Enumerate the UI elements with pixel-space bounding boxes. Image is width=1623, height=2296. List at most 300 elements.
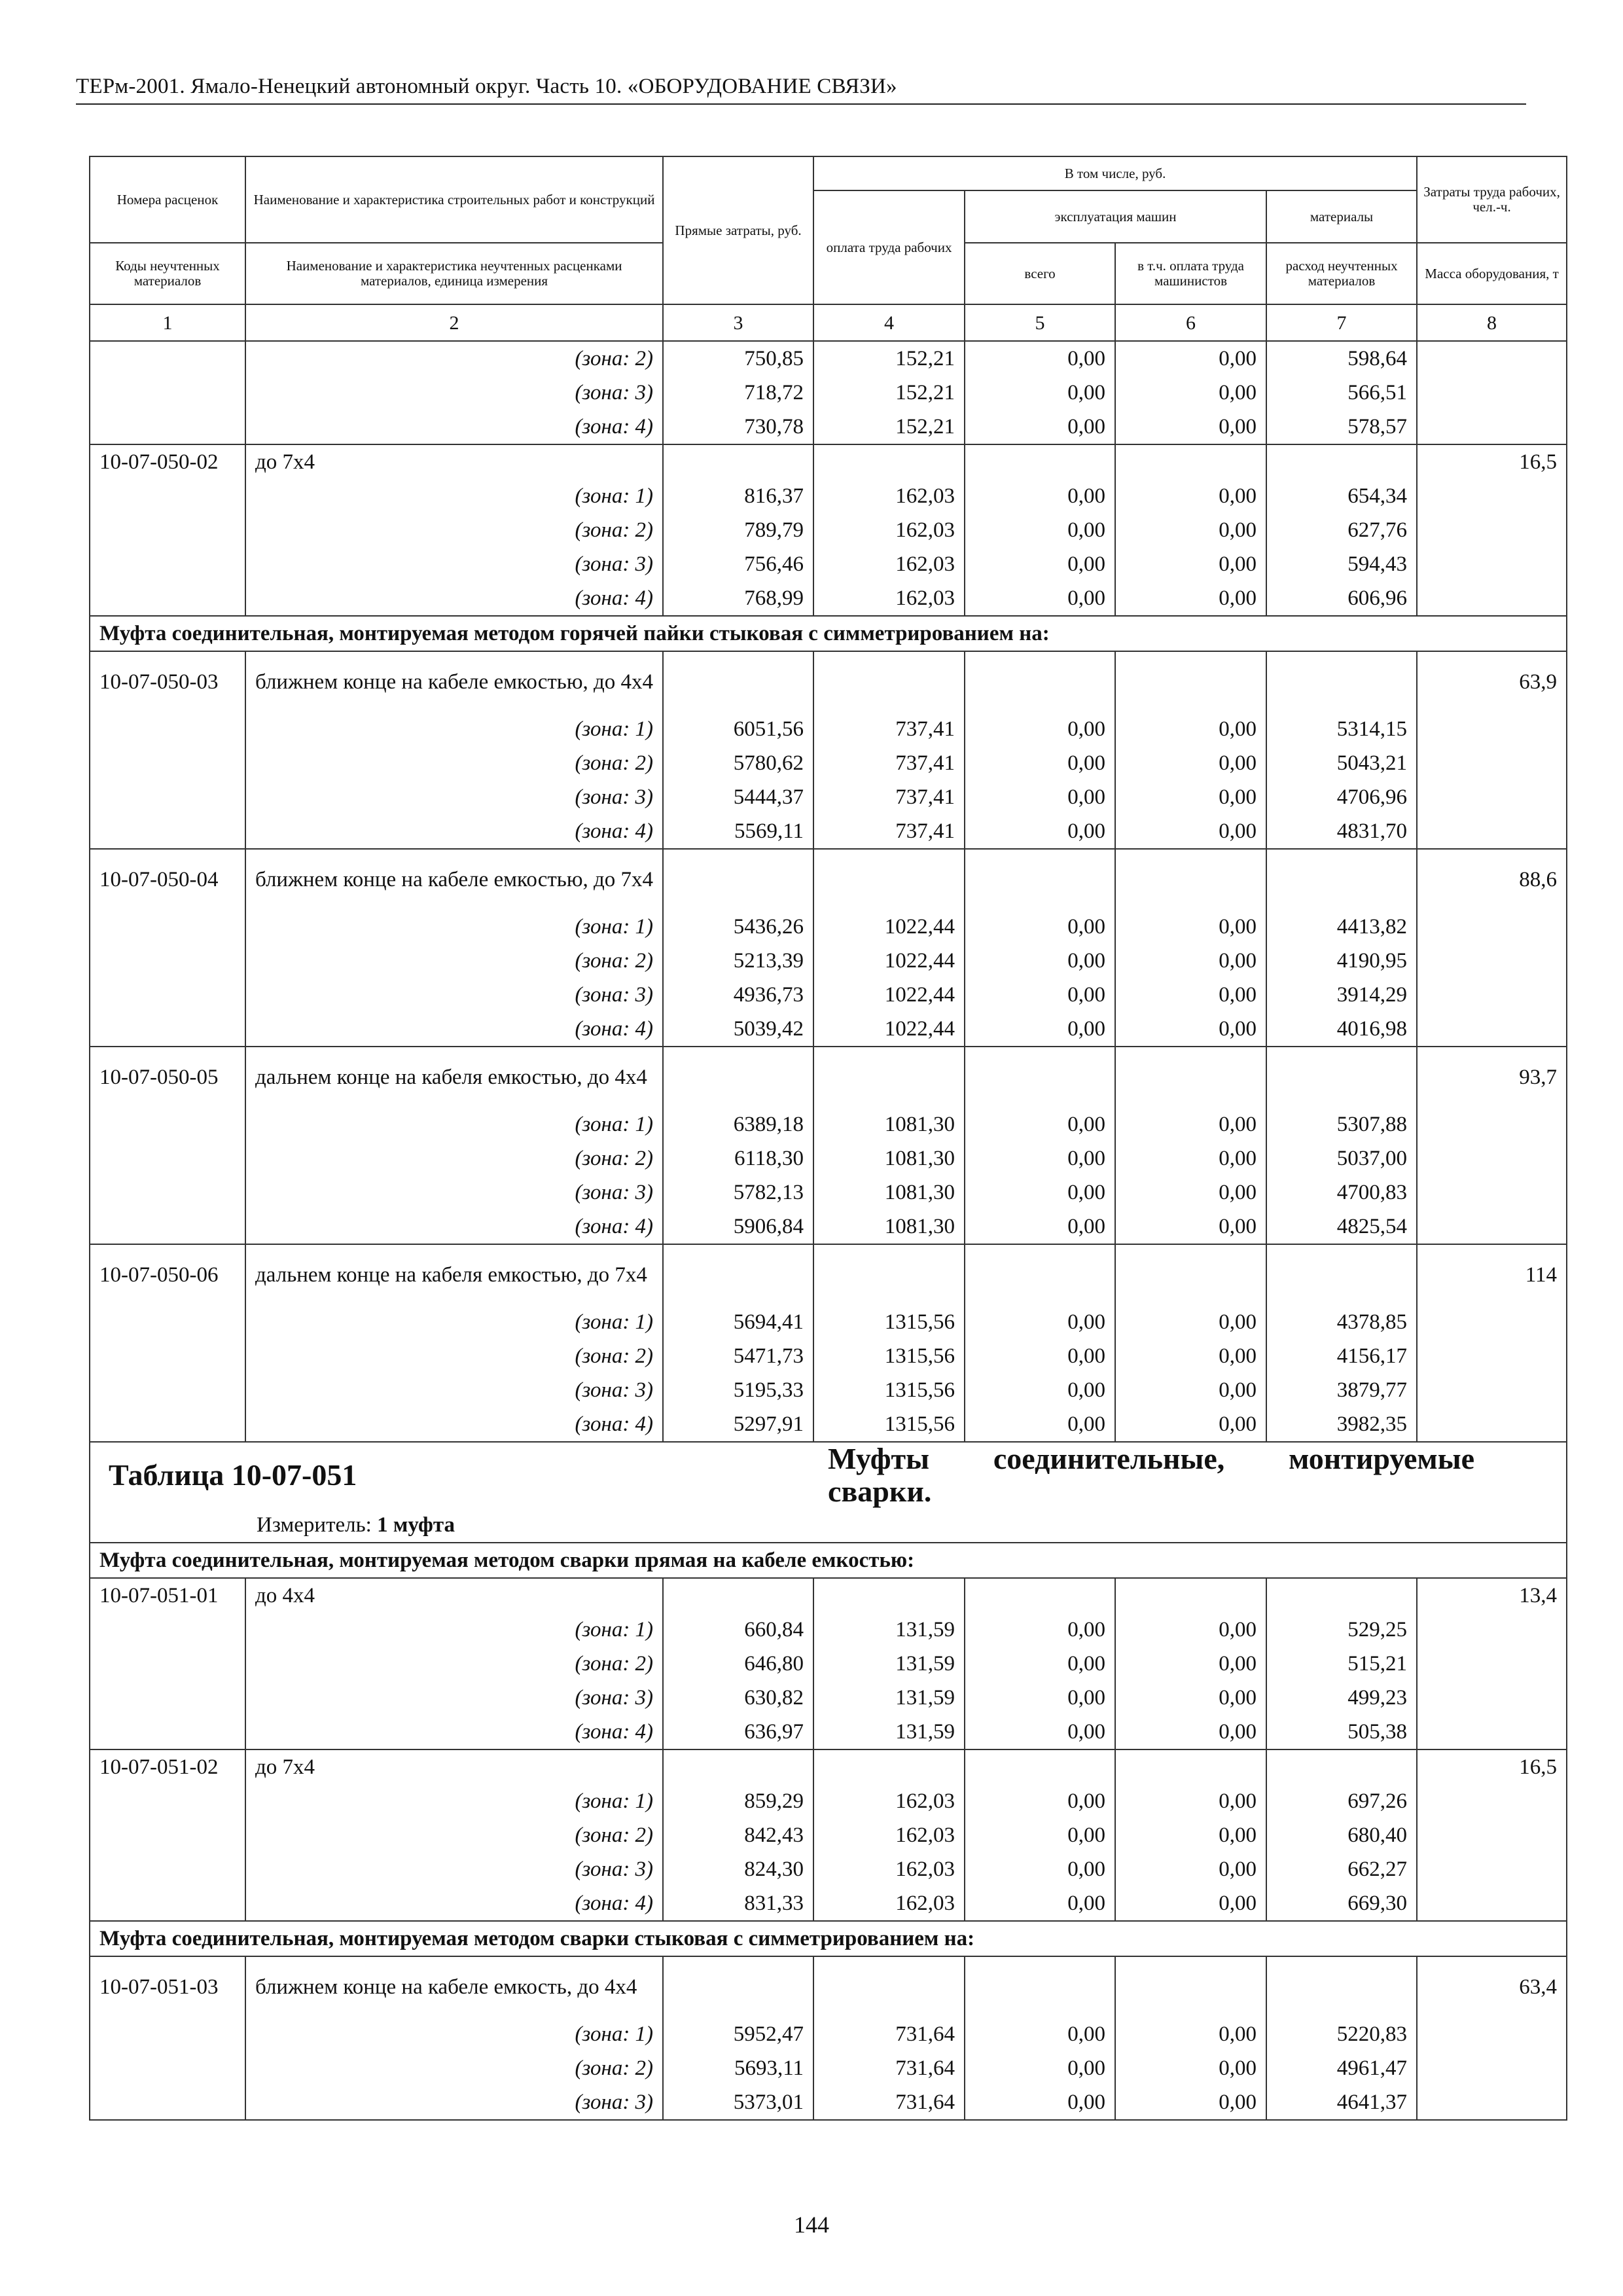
- header-wages: оплата труда рабочих: [813, 190, 965, 304]
- machines-total-cell: 0,00: [965, 2017, 1115, 2051]
- machines-total-cell: 0,00: [965, 341, 1115, 376]
- group-header-row: [90, 1543, 1567, 1578]
- header-equipment-mass: Масса оборудования, т: [1417, 243, 1567, 304]
- column-number: 2: [245, 304, 663, 341]
- materials-cell: 654,34: [1266, 479, 1417, 513]
- direct-costs-cell: 5694,41: [663, 1305, 813, 1339]
- machines-total-cell: 0,00: [965, 1373, 1115, 1407]
- machines-total-cell: 0,00: [965, 780, 1115, 814]
- empty-cell: [813, 651, 965, 712]
- zone-row: [90, 581, 1567, 616]
- direct-costs-cell: 660,84: [663, 1613, 813, 1647]
- direct-costs-cell: 5039,42: [663, 1012, 813, 1047]
- direct-costs-cell: 789,79: [663, 513, 813, 547]
- materials-cell: 627,76: [1266, 513, 1417, 547]
- wages-cell: 1081,30: [813, 1175, 965, 1210]
- empty-cell: [663, 1956, 813, 2017]
- direct-costs-cell: 636,97: [663, 1715, 813, 1749]
- direct-costs-cell: 5782,13: [663, 1175, 813, 1210]
- empty-cell: [813, 1244, 965, 1305]
- zone-row: [90, 1373, 1567, 1407]
- materials-cell: 680,40: [1266, 1818, 1417, 1852]
- empty-cell: [813, 849, 965, 910]
- operator-wages-cell: 0,00: [1115, 513, 1266, 547]
- rate-code: 10-07-051-02: [90, 1749, 245, 1784]
- empty-cell: [1115, 444, 1266, 479]
- machines-total-cell: 0,00: [965, 1339, 1115, 1373]
- direct-costs-cell: 5693,11: [663, 2051, 813, 2085]
- zone-label: (зона: 3): [245, 1175, 663, 1210]
- zone-label: (зона: 3): [245, 978, 663, 1012]
- materials-cell: 4378,85: [1266, 1305, 1417, 1339]
- empty-cell: [965, 444, 1115, 479]
- work-name: ближнем конце на кабеле емкостью, до 4х4: [245, 651, 663, 712]
- unit-value: 1 муфта: [377, 1513, 455, 1537]
- wages-cell: 162,03: [813, 1818, 965, 1852]
- rate-row: [90, 651, 1567, 712]
- rate-row: [90, 1047, 1567, 1107]
- materials-cell: 515,21: [1266, 1647, 1417, 1681]
- operator-wages-cell: 0,00: [1115, 1852, 1266, 1886]
- direct-costs-cell: 831,33: [663, 1886, 813, 1921]
- wages-cell: 131,59: [813, 1613, 965, 1647]
- empty-cell: [813, 444, 965, 479]
- materials-cell: 5043,21: [1266, 746, 1417, 780]
- operator-wages-cell: 0,00: [1115, 944, 1266, 978]
- machines-total-cell: 0,00: [965, 1886, 1115, 1921]
- operator-wages-cell: 0,00: [1115, 1407, 1266, 1442]
- machines-total-cell: 0,00: [965, 944, 1115, 978]
- header-including: В том числе, руб.: [813, 156, 1417, 190]
- zone-label: (зона: 2): [245, 2051, 663, 2085]
- labor-cost: 63,4: [1417, 1956, 1567, 2017]
- operator-wages-cell: 0,00: [1115, 2017, 1266, 2051]
- empty-cell: [90, 746, 245, 780]
- operator-wages-cell: 0,00: [1115, 2085, 1266, 2120]
- operator-wages-cell: 0,00: [1115, 1784, 1266, 1818]
- header-code-top: Номера расценок: [90, 156, 245, 243]
- zone-row: [90, 1818, 1567, 1852]
- rate-row: [90, 1749, 1567, 1784]
- wages-cell: 737,41: [813, 712, 965, 746]
- operator-wages-cell: 0,00: [1115, 2051, 1266, 2085]
- materials-cell: 598,64: [1266, 341, 1417, 376]
- empty-cell: [663, 849, 813, 910]
- direct-costs-cell: 6118,30: [663, 1141, 813, 1175]
- operator-wages-cell: 0,00: [1115, 547, 1266, 581]
- wages-cell: 1315,56: [813, 1407, 965, 1442]
- zone-row: [90, 1715, 1567, 1749]
- labor-cost: 13,4: [1417, 1578, 1567, 1613]
- zone-label: (зона: 1): [245, 1107, 663, 1141]
- materials-cell: 4706,96: [1266, 780, 1417, 814]
- empty-cell: [1417, 1107, 1567, 1141]
- machines-total-cell: 0,00: [965, 1818, 1115, 1852]
- wages-cell: 131,59: [813, 1681, 965, 1715]
- zone-label: (зона: 4): [245, 1407, 663, 1442]
- operator-wages-cell: 0,00: [1115, 1107, 1266, 1141]
- empty-cell: [90, 780, 245, 814]
- machines-total-cell: 0,00: [965, 410, 1115, 444]
- empty-cell: [965, 651, 1115, 712]
- empty-cell: [1417, 1305, 1567, 1339]
- empty-cell: [90, 910, 245, 944]
- materials-cell: 669,30: [1266, 1886, 1417, 1921]
- materials-cell: 499,23: [1266, 1681, 1417, 1715]
- zone-row: [90, 1012, 1567, 1047]
- materials-cell: 662,27: [1266, 1852, 1417, 1886]
- empty-cell: [965, 849, 1115, 910]
- labor-cost: 93,7: [1417, 1047, 1567, 1107]
- table-name-cell: [813, 1442, 1567, 1508]
- zone-row: [90, 780, 1567, 814]
- empty-cell: [1417, 712, 1567, 746]
- zone-row: [90, 376, 1567, 410]
- empty-cell: [965, 1578, 1115, 1613]
- empty-cell: [1266, 1047, 1417, 1107]
- wages-cell: 1081,30: [813, 1107, 965, 1141]
- materials-cell: 4700,83: [1266, 1175, 1417, 1210]
- materials-cell: 4961,47: [1266, 2051, 1417, 2085]
- materials-cell: 4825,54: [1266, 1210, 1417, 1244]
- zone-row: [90, 479, 1567, 513]
- operator-wages-cell: 0,00: [1115, 410, 1266, 444]
- direct-costs-cell: 859,29: [663, 1784, 813, 1818]
- wages-cell: 162,03: [813, 581, 965, 616]
- header-unaccounted-materials: расход неучтенных материалов: [1266, 243, 1417, 304]
- empty-cell: [1115, 1047, 1266, 1107]
- operator-wages-cell: 0,00: [1115, 581, 1266, 616]
- zone-row: [90, 1339, 1567, 1373]
- rate-row: [90, 444, 1567, 479]
- zone-row: [90, 2051, 1567, 2085]
- empty-cell: [90, 1715, 245, 1749]
- machines-total-cell: 0,00: [965, 1784, 1115, 1818]
- direct-costs-cell: 768,99: [663, 581, 813, 616]
- wages-cell: 162,03: [813, 1784, 965, 1818]
- operator-wages-cell: 0,00: [1115, 712, 1266, 746]
- empty-cell: [1417, 513, 1567, 547]
- empty-cell: [1417, 1012, 1567, 1047]
- zone-label: (зона: 1): [245, 1305, 663, 1339]
- rates-table: [89, 156, 1567, 2121]
- materials-cell: 566,51: [1266, 376, 1417, 410]
- empty-cell: [1417, 780, 1567, 814]
- work-name: до 4х4: [245, 1578, 663, 1613]
- empty-cell: [1417, 1886, 1567, 1921]
- zone-label: (зона: 2): [245, 341, 663, 376]
- materials-cell: 3914,29: [1266, 978, 1417, 1012]
- wages-cell: 1081,30: [813, 1210, 965, 1244]
- empty-cell: [1417, 1647, 1567, 1681]
- empty-cell: [1417, 944, 1567, 978]
- empty-cell: [90, 376, 245, 410]
- group-title: Муфта соединительная, монтируемая методом сварки стыковая с симметрированием на:: [90, 1921, 1567, 1956]
- operator-wages-cell: 0,00: [1115, 1613, 1266, 1647]
- wages-cell: 131,59: [813, 1647, 965, 1681]
- empty-cell: [1417, 1175, 1567, 1210]
- empty-cell: [1115, 1244, 1266, 1305]
- zone-row: [90, 1141, 1567, 1175]
- empty-cell: [90, 547, 245, 581]
- materials-cell: 606,96: [1266, 581, 1417, 616]
- zone-row: [90, 1886, 1567, 1921]
- empty-cell: [663, 444, 813, 479]
- empty-cell: [90, 479, 245, 513]
- zone-label: (зона: 2): [245, 746, 663, 780]
- empty-cell: [663, 1578, 813, 1613]
- unit-row: [90, 1508, 1567, 1543]
- empty-cell: [90, 1784, 245, 1818]
- empty-cell: [1417, 814, 1567, 849]
- wages-cell: 737,41: [813, 780, 965, 814]
- unit-label: Измеритель:: [257, 1513, 372, 1537]
- materials-cell: 594,43: [1266, 547, 1417, 581]
- machines-total-cell: 0,00: [965, 479, 1115, 513]
- rate-code: 10-07-050-06: [90, 1244, 245, 1305]
- materials-cell: 4156,17: [1266, 1339, 1417, 1373]
- operator-wages-cell: 0,00: [1115, 1715, 1266, 1749]
- header-labor-costs: Затраты труда рабочих, чел.-ч.: [1417, 156, 1567, 243]
- empty-cell: [90, 1647, 245, 1681]
- zone-label: (зона: 2): [245, 1647, 663, 1681]
- empty-cell: [965, 1244, 1115, 1305]
- wages-cell: 737,41: [813, 746, 965, 780]
- machines-total-cell: 0,00: [965, 547, 1115, 581]
- empty-cell: [1417, 2085, 1567, 2120]
- materials-cell: 5037,00: [1266, 1141, 1417, 1175]
- zone-label: (зона: 4): [245, 581, 663, 616]
- unit-cell: [90, 1508, 1567, 1543]
- zone-row: [90, 1852, 1567, 1886]
- empty-cell: [90, 513, 245, 547]
- zone-row: [90, 1647, 1567, 1681]
- machines-total-cell: 0,00: [965, 1012, 1115, 1047]
- zone-row: [90, 1784, 1567, 1818]
- direct-costs-cell: 5569,11: [663, 814, 813, 849]
- empty-cell: [90, 1210, 245, 1244]
- machines-total-cell: 0,00: [965, 1852, 1115, 1886]
- header-materials: материалы: [1266, 190, 1417, 243]
- zone-row: [90, 814, 1567, 849]
- zone-label: (зона: 1): [245, 1613, 663, 1647]
- empty-cell: [1417, 1681, 1567, 1715]
- zone-row: [90, 1107, 1567, 1141]
- empty-cell: [965, 1956, 1115, 2017]
- empty-cell: [90, 1175, 245, 1210]
- rate-row: [90, 849, 1567, 910]
- machines-total-cell: 0,00: [965, 1613, 1115, 1647]
- empty-cell: [1417, 1852, 1567, 1886]
- direct-costs-cell: 5906,84: [663, 1210, 813, 1244]
- wages-cell: 131,59: [813, 1715, 965, 1749]
- materials-cell: 5314,15: [1266, 712, 1417, 746]
- direct-costs-cell: 6051,56: [663, 712, 813, 746]
- zone-label: (зона: 4): [245, 1886, 663, 1921]
- group-title: Муфта соединительная, монтируемая методом горячей пайки стыковая с симметрированием на:: [90, 616, 1567, 651]
- empty-cell: [1417, 2051, 1567, 2085]
- rate-code: 10-07-050-03: [90, 651, 245, 712]
- wages-cell: 162,03: [813, 1886, 965, 1921]
- table-name-line1: Муфты соединительные, монтируемые: [828, 1443, 1475, 1475]
- empty-cell: [90, 1681, 245, 1715]
- empty-cell: [663, 1749, 813, 1784]
- materials-cell: 5220,83: [1266, 2017, 1417, 2051]
- direct-costs-cell: 816,37: [663, 479, 813, 513]
- machines-total-cell: 0,00: [965, 2051, 1115, 2085]
- empty-cell: [90, 1339, 245, 1373]
- zone-label: (зона: 4): [245, 410, 663, 444]
- column-number: 7: [1266, 304, 1417, 341]
- direct-costs-cell: 5373,01: [663, 2085, 813, 2120]
- group-header-row: [90, 1921, 1567, 1956]
- zone-label: (зона: 2): [245, 944, 663, 978]
- direct-costs-cell: 630,82: [663, 1681, 813, 1715]
- zone-label: (зона: 4): [245, 814, 663, 849]
- operator-wages-cell: 0,00: [1115, 1647, 1266, 1681]
- empty-cell: [90, 2085, 245, 2120]
- zone-label: (зона: 1): [245, 712, 663, 746]
- direct-costs-cell: 5444,37: [663, 780, 813, 814]
- materials-cell: 5307,88: [1266, 1107, 1417, 1141]
- zone-row: [90, 1681, 1567, 1715]
- direct-costs-cell: 5195,33: [663, 1373, 813, 1407]
- operator-wages-cell: 0,00: [1115, 1886, 1266, 1921]
- work-name: дальнем конце на кабеля емкостью, до 4х4: [245, 1047, 663, 1107]
- table-title-cell: [90, 1442, 813, 1508]
- wages-cell: 162,03: [813, 1852, 965, 1886]
- wages-cell: 737,41: [813, 814, 965, 849]
- empty-cell: [663, 1047, 813, 1107]
- wages-cell: 1022,44: [813, 910, 965, 944]
- materials-cell: 4831,70: [1266, 814, 1417, 849]
- zone-label: (зона: 2): [245, 1818, 663, 1852]
- empty-cell: [1417, 410, 1567, 444]
- zone-row: [90, 2017, 1567, 2051]
- empty-cell: [1266, 651, 1417, 712]
- empty-cell: [663, 1244, 813, 1305]
- empty-cell: [1115, 1578, 1266, 1613]
- rate-code: 10-07-051-03: [90, 1956, 245, 2017]
- materials-cell: 505,38: [1266, 1715, 1417, 1749]
- machines-total-cell: 0,00: [965, 1305, 1115, 1339]
- header-direct-costs: Прямые затраты, руб.: [663, 156, 813, 304]
- empty-cell: [1417, 1613, 1567, 1647]
- wages-cell: 1315,56: [813, 1305, 965, 1339]
- empty-cell: [1417, 376, 1567, 410]
- zone-label: (зона: 2): [245, 1339, 663, 1373]
- labor-cost: 114: [1417, 1244, 1567, 1305]
- zone-label: (зона: 3): [245, 1852, 663, 1886]
- direct-costs-cell: 5780,62: [663, 746, 813, 780]
- operator-wages-cell: 0,00: [1115, 978, 1266, 1012]
- group-title: Муфта соединительная, монтируемая методом сварки прямая на кабеле емкостью:: [90, 1543, 1567, 1578]
- empty-cell: [1115, 849, 1266, 910]
- zone-row: [90, 944, 1567, 978]
- machines-total-cell: 0,00: [965, 581, 1115, 616]
- empty-cell: [90, 944, 245, 978]
- labor-cost: 88,6: [1417, 849, 1567, 910]
- empty-cell: [1266, 1578, 1417, 1613]
- machines-total-cell: 0,00: [965, 376, 1115, 410]
- materials-cell: 4413,82: [1266, 910, 1417, 944]
- machines-total-cell: 0,00: [965, 1107, 1115, 1141]
- operator-wages-cell: 0,00: [1115, 1305, 1266, 1339]
- zone-label: (зона: 3): [245, 2085, 663, 2120]
- zone-row: [90, 1210, 1567, 1244]
- zone-row: [90, 410, 1567, 444]
- header-name-bottom: Наименование и характеристика неучтенных расценками материалов, единица измерения: [245, 243, 663, 304]
- empty-cell: [1417, 1715, 1567, 1749]
- work-name: ближнем конце на кабеле емкость, до 4х4: [245, 1956, 663, 2017]
- work-name: до 7х4: [245, 444, 663, 479]
- operator-wages-cell: 0,00: [1115, 746, 1266, 780]
- machines-total-cell: 0,00: [965, 746, 1115, 780]
- direct-costs-cell: 5952,47: [663, 2017, 813, 2051]
- empty-cell: [965, 1749, 1115, 1784]
- empty-cell: [90, 712, 245, 746]
- direct-costs-cell: 5213,39: [663, 944, 813, 978]
- header-code-bottom: Коды неучтенных материалов: [90, 243, 245, 304]
- direct-costs-cell: 646,80: [663, 1647, 813, 1681]
- table-body: [90, 341, 1567, 2120]
- wages-cell: 731,64: [813, 2017, 965, 2051]
- labor-cost: 16,5: [1417, 1749, 1567, 1784]
- wages-cell: 162,03: [813, 547, 965, 581]
- empty-cell: [813, 1749, 965, 1784]
- empty-cell: [90, 814, 245, 849]
- materials-cell: 3982,35: [1266, 1407, 1417, 1442]
- materials-cell: 578,57: [1266, 410, 1417, 444]
- empty-cell: [90, 1373, 245, 1407]
- operator-wages-cell: 0,00: [1115, 780, 1266, 814]
- empty-cell: [663, 651, 813, 712]
- machines-total-cell: 0,00: [965, 910, 1115, 944]
- header-operator-wages: в т.ч. оплата труда машинистов: [1115, 243, 1266, 304]
- table-name-line2: сварки.: [828, 1475, 932, 1508]
- zone-label: (зона: 4): [245, 1210, 663, 1244]
- work-name: до 7х4: [245, 1749, 663, 1784]
- empty-cell: [1417, 1373, 1567, 1407]
- empty-cell: [1417, 1339, 1567, 1373]
- header-machines: эксплуатация машин: [965, 190, 1266, 243]
- machines-total-cell: 0,00: [965, 814, 1115, 849]
- wages-cell: 1022,44: [813, 1012, 965, 1047]
- wages-cell: 731,64: [813, 2051, 965, 2085]
- empty-cell: [1266, 1749, 1417, 1784]
- empty-cell: [1417, 581, 1567, 616]
- zone-label: (зона: 1): [245, 910, 663, 944]
- direct-costs-cell: 5471,73: [663, 1339, 813, 1373]
- direct-costs-cell: 750,85: [663, 341, 813, 376]
- machines-total-cell: 0,00: [965, 513, 1115, 547]
- materials-cell: 697,26: [1266, 1784, 1417, 1818]
- zone-row: [90, 1305, 1567, 1339]
- empty-cell: [1417, 2017, 1567, 2051]
- labor-cost: 16,5: [1417, 444, 1567, 479]
- empty-cell: [1266, 1244, 1417, 1305]
- operator-wages-cell: 0,00: [1115, 1210, 1266, 1244]
- machines-total-cell: 0,00: [965, 1407, 1115, 1442]
- empty-cell: [90, 1141, 245, 1175]
- rate-code: 10-07-050-05: [90, 1047, 245, 1107]
- rate-code: 10-07-051-01: [90, 1578, 245, 1613]
- wages-cell: 162,03: [813, 479, 965, 513]
- operator-wages-cell: 0,00: [1115, 1141, 1266, 1175]
- empty-cell: [813, 1047, 965, 1107]
- operator-wages-cell: 0,00: [1115, 1339, 1266, 1373]
- header-name-top: Наименование и характеристика строительных работ и конструкций: [245, 156, 663, 243]
